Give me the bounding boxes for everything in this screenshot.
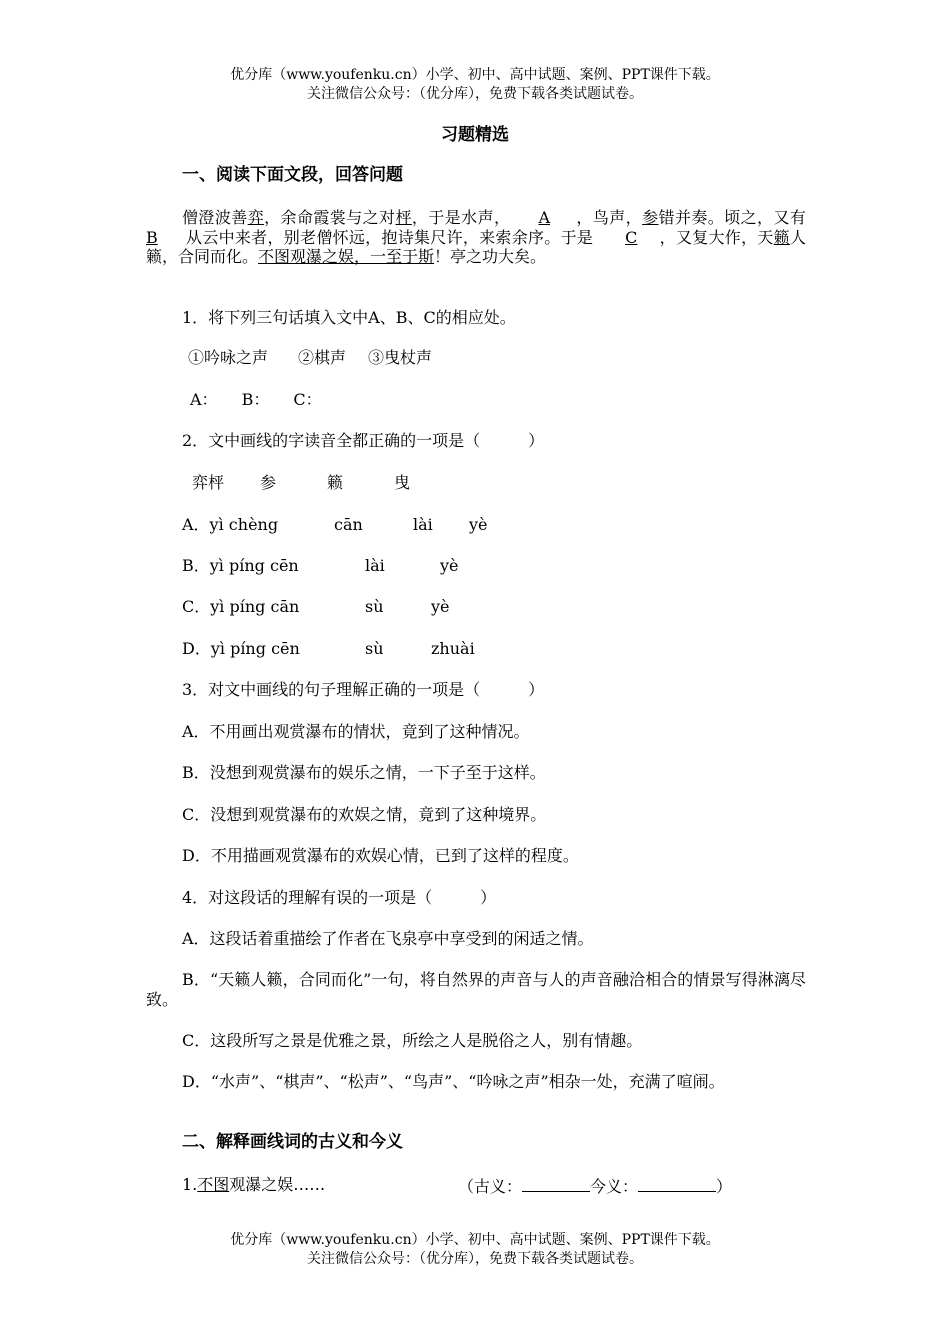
q4-option-a: A．这段话着重描绘了作者在飞泉亭中享受到的闲适之情。	[182, 929, 594, 948]
close-paren: ）	[716, 1177, 733, 1196]
underlined-char-ping: 枰	[395, 208, 412, 227]
passage-text: 僧澄波善	[182, 208, 248, 227]
q1-option-1: ①吟咏之声	[188, 348, 269, 367]
q1-answer-a: A：	[190, 390, 218, 409]
q4-option-c: C．这段所写之景是优雅之景，所绘之人是脱俗之人，别有情趣。	[182, 1031, 643, 1050]
q2-option-c-text: sù	[365, 597, 384, 616]
gu-yi-blank[interactable]	[522, 1175, 590, 1192]
page-title: 习题精选	[441, 125, 509, 145]
q2-option-b-text: yè	[440, 556, 459, 575]
q2-stem: 2．文中画线的字读音全都正确的一项是（ ）	[182, 431, 545, 450]
blank-b: B	[146, 227, 158, 247]
q2-option-d-text: sù	[365, 639, 384, 658]
q2-option-c-text: yè	[431, 597, 450, 616]
q2-option-b-text: B．yì píng cēn	[182, 556, 299, 575]
q2-option-c-text: C．yì píng cān	[182, 597, 300, 616]
item1-answer-area	[458, 1175, 732, 1197]
underlined-char-can: 参	[642, 208, 659, 227]
passage-text: 人籁，合同而化。	[146, 227, 806, 266]
page-header-line1: 优分库（www.youfenku.cn）小学、初中、高中试题、案例、PPT课件下载。	[230, 67, 720, 83]
item1-word: 不图	[197, 1175, 230, 1194]
q4-stem: 4．对这段话的理解有误的一项是（ ）	[182, 888, 497, 907]
underlined-char-yi: 弈	[247, 208, 265, 227]
q2-option-d-text: D．yì píng cēn	[182, 639, 300, 658]
item1-number: 1.	[182, 1175, 198, 1194]
q2-char: 弈枰	[192, 473, 225, 492]
q2-option-a-text: lài	[413, 515, 433, 534]
q3-option-d: D．不用描画观赏瀑布的欢娱心情，已到了这样的程度。	[182, 846, 579, 865]
blank-c-spacer	[593, 228, 625, 247]
q1-options	[188, 348, 848, 368]
blank-a: A	[538, 208, 550, 227]
q2-option-a-text: cān	[334, 515, 363, 534]
q3-option-c: C．没想到观赏瀑布的欢娱之情，竟到了这种境界。	[182, 805, 547, 824]
passage-text: ，鸟声，	[576, 208, 643, 227]
section2-heading: 二、解释画线词的古义和今义	[182, 1132, 403, 1152]
passage-text: ，余命霞裳与之对	[264, 208, 396, 227]
gu-yi-label: （古义：	[458, 1177, 523, 1196]
q3-option-a: A．不用画出观赏瀑布的情状，竟到了这种情况。	[182, 722, 530, 741]
q2-option-a-text: yè	[469, 515, 488, 534]
passage-text: ，又复大作，天	[659, 227, 774, 247]
reading-passage	[146, 208, 806, 267]
blank-c: C	[625, 227, 638, 247]
q2-option-b-text: lài	[365, 556, 385, 575]
page-footer-line2: 关注微信公众号：（优分库），免费下载各类试题试卷。	[307, 1251, 643, 1267]
q1-option-3: ③曳杖声	[368, 348, 433, 367]
q4-option-d: D．“水声”、“棋声”、“松声”、“鸟声”、“吟咏之声”相杂一处，充满了喧闹。	[182, 1072, 725, 1091]
section2-item1	[182, 1175, 842, 1195]
section1-heading: 一、阅读下面文段，回答问题	[182, 165, 403, 185]
passage-text: ，于是水声，	[411, 208, 511, 227]
q1-answer-b: B：	[241, 390, 270, 409]
underlined-char-lai: 籁	[773, 227, 790, 247]
page-header-line2: 关注微信公众号：（优分库），免费下载各类试题试卷。	[307, 86, 643, 102]
q2-char: 籁	[327, 473, 344, 492]
q4-option-b: B．“天籁人籁，合同而化”一句，将自然界的声音与人的声音融洽相合的情景写得淋漓尽致。	[146, 970, 806, 1009]
passage-text: ！亭之功大矣。	[434, 247, 547, 266]
q1-answers	[190, 390, 850, 410]
q3-option-b: B．没想到观赏瀑布的娱乐之情，一下子至于这样。	[182, 763, 546, 782]
item1-rest: 观瀑之娱……	[229, 1175, 326, 1194]
underlined-sentence: 不图观瀑之娱，一至于斯	[258, 247, 435, 266]
q1-option-2: ②棋声	[298, 348, 347, 367]
q3-stem: 3．对文中画线的句子理解正确的一项是（ ）	[182, 680, 545, 699]
q2-option-a-text: A．yì chèng	[182, 515, 279, 534]
page-footer-line1: 优分库（www.youfenku.cn）小学、初中、高中试题、案例、PPT课件下载。	[230, 1232, 720, 1248]
q2-option-d-text: zhuài	[431, 639, 475, 658]
passage-text: 错并奏。顷之，又有	[658, 208, 806, 227]
jin-yi-blank[interactable]	[638, 1175, 716, 1192]
q1-answer-c: C：	[293, 390, 322, 409]
passage-text: 从云中来者，别老僧怀远，抱诗集尺许，来索余序。于是	[185, 227, 594, 247]
q2-char: 参	[260, 473, 277, 492]
q1-stem: 1．将下列三句话填入文中A、B、C的相应处。	[182, 308, 516, 327]
q2-char: 曳	[394, 473, 411, 492]
jin-yi-label: 今义：	[590, 1177, 639, 1196]
